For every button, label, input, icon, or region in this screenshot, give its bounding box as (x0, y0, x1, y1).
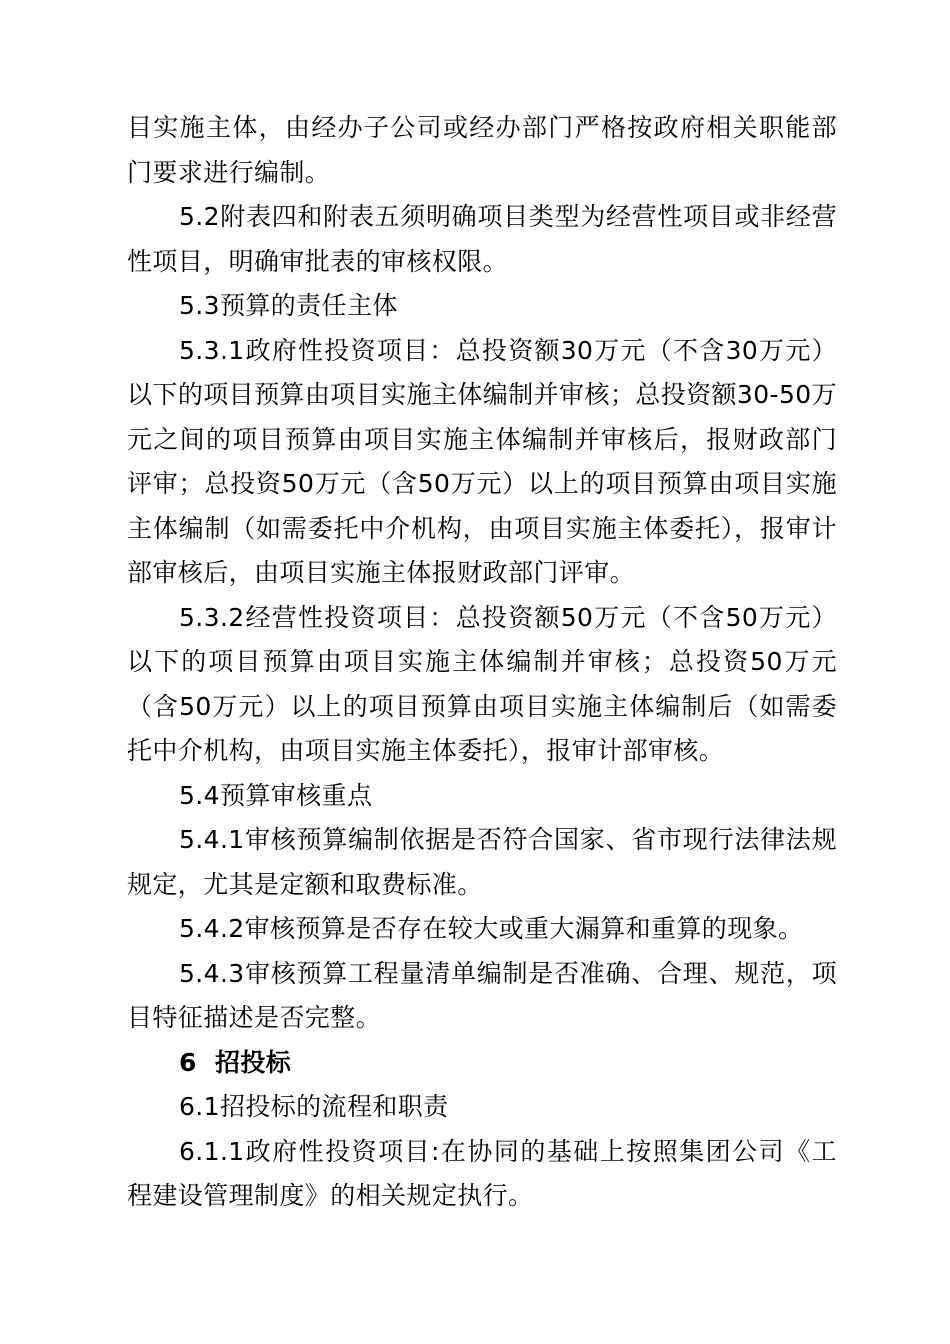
paragraph-5-4-3: 5.4.3审核预算工程量清单编制是否准确、合理、规范，项目特征描述是否完整。 (127, 958, 837, 1032)
paragraph-5-2: 5.2附表四和附表五须明确项目类型为经营性项目或非经营性项目，明确审批表的审核权限。 (127, 202, 837, 276)
document-body (127, 106, 837, 1219)
chapter-heading-6: 6 招投标 (179, 1047, 292, 1077)
paragraph-5-3-2: 5.3.2经营性投资项目：总投资额50万元（不含50万元）以下的项目预算由项目实施主体编制并审核；总投资50万元（含50万元）以上的项目预算由项目实施主体编制后（如需委托中介机构，由项目实施主体委托），报审计部审核。 (127, 602, 837, 765)
paragraph-5-3-1: 5.3.1政府性投资项目：总投资额30万元（不含30万元）以下的项目预算由项目实施主体编制并审核；总投资额30-50万元之间的项目预算由项目实施主体编制并审核后，报财政部门评审；总投资50万元（含50万元）以上的项目预算由项目实施主体编制（如需委托中介机构，由项目实施主体委托），报审计部审核后，由项目实施主体报财政部门评审。 (127, 335, 837, 587)
section-heading-5-3: 5.3预算的责任主体 (179, 291, 398, 320)
section-heading-6-1: 6.1招投标的流程和职责 (179, 1092, 449, 1121)
section-heading-5-4: 5.4预算审核重点 (179, 780, 373, 810)
paragraph-6-1-1: 6.1.1政府性投资项目:在协同的基础上按照集团公司《工程建设管理制度》的相关规定执行。 (127, 1136, 837, 1210)
paragraph-5-4-2: 5.4.2审核预算是否存在较大或重大漏算和重算的现象。 (179, 914, 804, 943)
paragraph-5-4-1: 5.4.1审核预算编制依据是否符合国家、省市现行法律法规规定，尤其是定额和取费标准。 (127, 825, 837, 899)
paragraph-continuation: 目实施主体，由经办子公司或经办部门严格按政府相关职能部门要求进行编制。 (127, 113, 837, 187)
